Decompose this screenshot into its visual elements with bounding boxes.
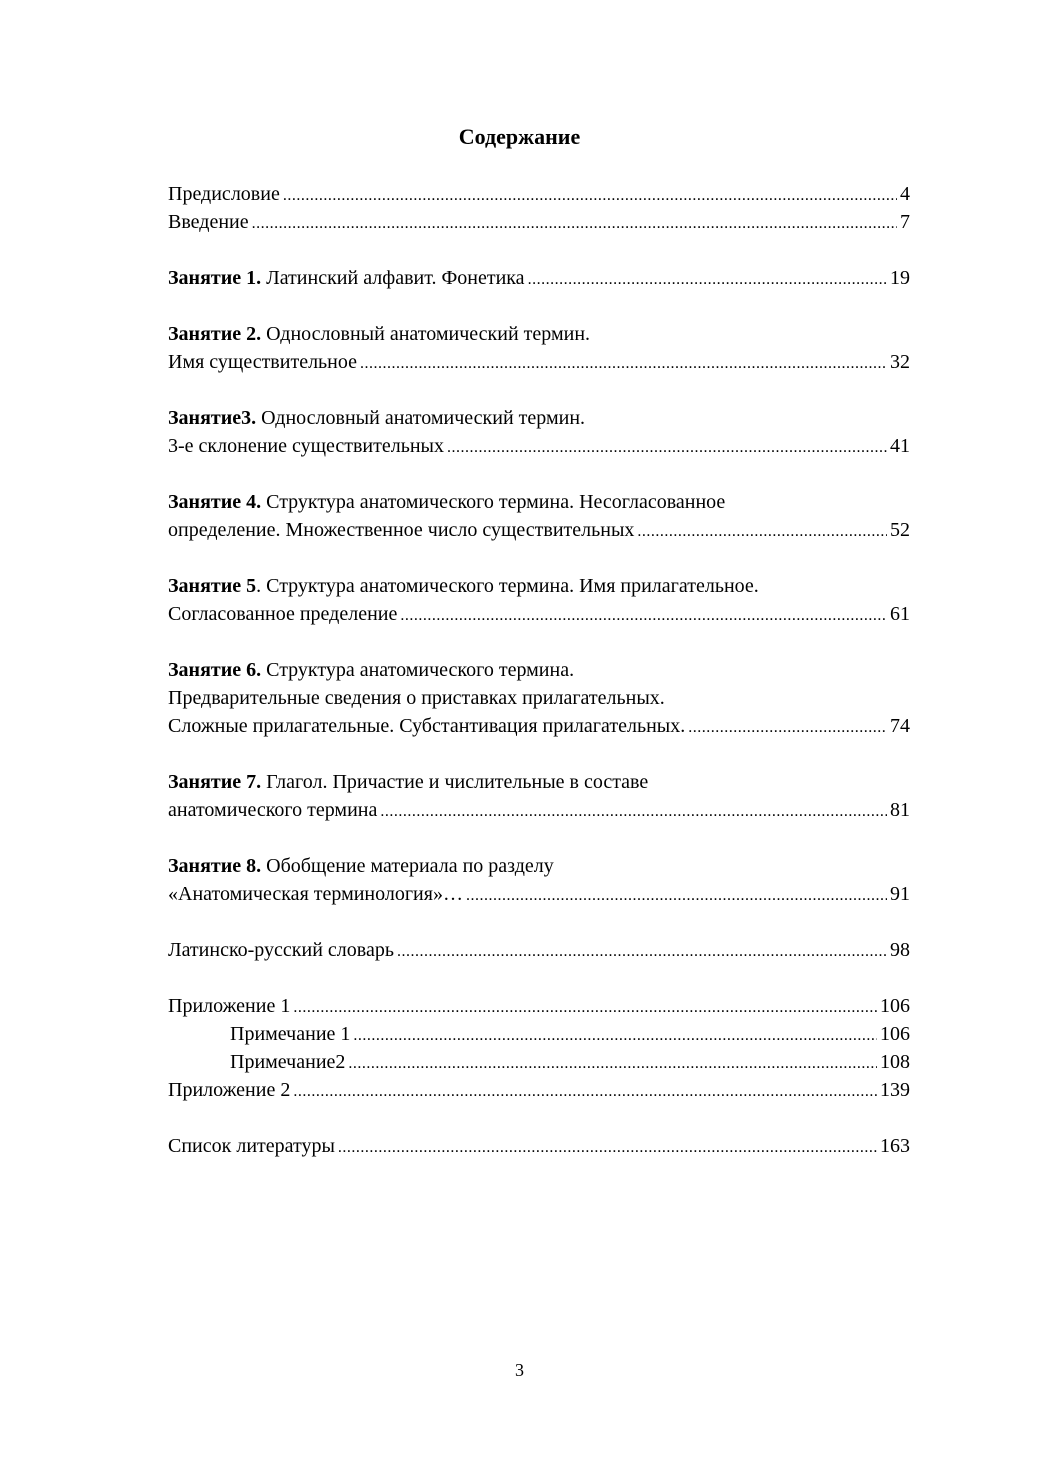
lesson-title-cont: «Анатомическая терминология»… [168, 883, 463, 905]
toc-entry-label: Приложение 1 [168, 995, 291, 1017]
toc-entry-lesson-8[interactable] [168, 852, 910, 908]
lesson-title-cont: 3-е склонение существительных [168, 435, 444, 457]
toc-entry-appendix-2[interactable] [168, 1076, 910, 1104]
dot-leader [283, 182, 897, 210]
toc-page-number: 108 [880, 1051, 910, 1073]
dot-leader [397, 938, 887, 966]
dot-leader [400, 602, 887, 630]
lesson-title-cont: Предварительные сведения о приставках прилагательных. [168, 687, 665, 709]
lesson-number: Занятие 8. [168, 855, 262, 877]
lesson-number: Занятие 7. [168, 771, 262, 793]
lesson-title: . Структура анатомического термина. Имя прилагательное. [256, 575, 759, 597]
toc-entry-label: Предисловие [168, 183, 280, 205]
table-of-contents [168, 180, 910, 1160]
dot-leader [293, 1078, 877, 1106]
toc-entry-label: Приложение 2 [168, 1079, 291, 1101]
lesson-number: Занятие 4. [168, 491, 262, 513]
toc-entry-label [168, 264, 525, 292]
lesson-title-cont: Сложные прилагательные. Субстантивация прилагательных. [168, 715, 686, 737]
toc-entry-intro[interactable] [168, 208, 910, 236]
toc-entry-appendix-1[interactable] [168, 992, 910, 1020]
lesson-title: Структура анатомического термина. [261, 659, 575, 681]
toc-page-number: 41 [890, 435, 910, 457]
dot-leader [353, 1022, 877, 1050]
toc-entry-label: Введение [168, 211, 249, 233]
toc-page-number: 163 [880, 1135, 910, 1157]
lesson-title: Латинский алфавит. Фонетика [261, 267, 525, 289]
lesson-number: Занятие 5 [168, 575, 257, 597]
toc-entry-note-2[interactable] [168, 1048, 910, 1076]
lesson-title: Однословный анатомический термин. [261, 323, 591, 345]
toc-entry-dictionary[interactable] [168, 936, 910, 964]
page-number: 3 [515, 1360, 524, 1380]
toc-entry-label [168, 768, 648, 796]
toc-entry-preface[interactable] [168, 180, 910, 208]
toc-entry-references[interactable] [168, 1132, 910, 1160]
dot-leader [688, 714, 887, 742]
lesson-title-cont: анатомического термина [168, 799, 378, 821]
toc-entry-lesson-3[interactable] [168, 404, 910, 460]
toc-entry-lesson-2[interactable] [168, 320, 910, 376]
toc-page-number: 139 [880, 1079, 910, 1101]
toc-entry-label: Примечание2 [230, 1051, 346, 1073]
lesson-title: Структура анатомического термина. Несогласованное [261, 491, 726, 513]
toc-entry-label [168, 852, 554, 880]
toc-entry-label [168, 656, 574, 684]
dot-leader [338, 1134, 877, 1162]
toc-entry-lesson-4[interactable] [168, 488, 910, 544]
toc-page-number: 19 [890, 267, 910, 289]
page-title: Содержание [458, 124, 581, 149]
lesson-number: Занятие 2. [168, 323, 262, 345]
dot-leader [466, 882, 887, 910]
dot-leader [348, 1050, 877, 1078]
lesson-title-cont: Согласованное пределение [168, 603, 398, 625]
lesson-number: Занятие 1. [168, 267, 262, 289]
toc-entry-label: Список литературы [168, 1135, 335, 1157]
toc-entry-label [168, 320, 590, 348]
lesson-number: Занятие3. [168, 407, 257, 429]
toc-page-number: 61 [890, 603, 910, 625]
lesson-number: Занятие 6. [168, 659, 262, 681]
toc-page-number: 106 [880, 1023, 910, 1045]
dot-leader [252, 210, 897, 238]
toc-entry-lesson-5[interactable] [168, 572, 910, 628]
toc-entry-lesson-7[interactable] [168, 768, 910, 824]
toc-entry-label: Латинско-русский словарь [168, 939, 394, 961]
toc-entry-note-1[interactable] [168, 1020, 910, 1048]
toc-page-number: 4 [900, 183, 910, 205]
dot-leader [293, 994, 877, 1022]
toc-page-number: 7 [900, 211, 910, 233]
toc-entry-label [168, 572, 759, 600]
toc-page-number: 52 [890, 519, 910, 541]
dot-leader [360, 350, 887, 378]
toc-page-number: 106 [880, 995, 910, 1017]
lesson-title-cont: Имя существительное [168, 351, 357, 373]
dot-leader [447, 434, 887, 462]
toc-entry-lesson-1[interactable] [168, 264, 910, 292]
lesson-title: Обобщение материала по разделу [261, 855, 554, 877]
dot-leader [528, 266, 887, 294]
lesson-title: Глагол. Причастие и числительные в составе [261, 771, 649, 793]
toc-entry-label [168, 404, 585, 432]
toc-entry-label: Примечание 1 [230, 1023, 351, 1045]
dot-leader [380, 798, 887, 826]
toc-page-number: 74 [890, 715, 910, 737]
toc-entry-label [168, 488, 725, 516]
toc-page-number: 98 [890, 939, 910, 961]
lesson-title-cont: определение. Множественное число существительных [168, 519, 635, 541]
toc-page-number: 32 [890, 351, 910, 373]
toc-page-number: 81 [890, 799, 910, 821]
toc-entry-lesson-6[interactable] [168, 656, 910, 740]
toc-page-number: 91 [890, 883, 910, 905]
lesson-title: Однословный анатомический термин. [256, 407, 586, 429]
dot-leader [637, 518, 887, 546]
